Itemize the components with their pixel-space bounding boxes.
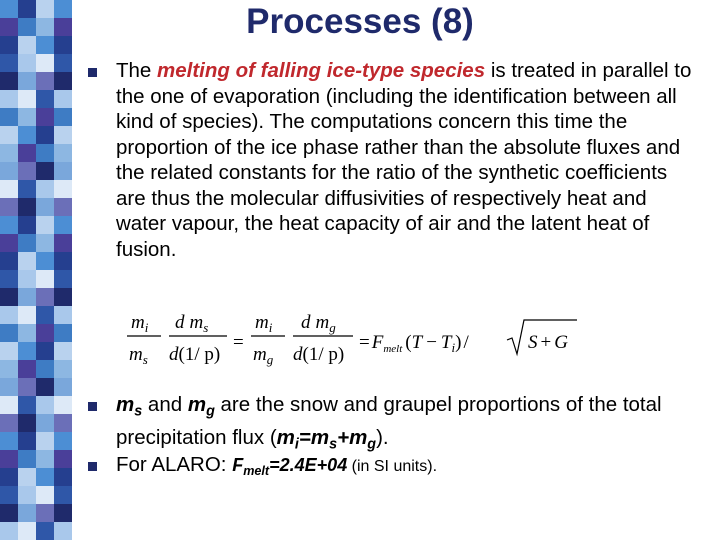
decor-square <box>54 522 72 540</box>
decor-square <box>18 306 36 324</box>
decor-square <box>36 270 54 288</box>
decor-square <box>18 198 36 216</box>
decor-square <box>36 198 54 216</box>
decor-square <box>18 504 36 522</box>
eq-m: m <box>189 312 204 333</box>
decor-square <box>54 126 72 144</box>
decor-square <box>0 306 18 324</box>
svg-text:mi <box>131 312 149 335</box>
decor-square <box>18 54 36 72</box>
decor-square <box>18 252 36 270</box>
decor-square <box>0 324 18 342</box>
decor-square <box>0 90 18 108</box>
decor-square <box>36 414 54 432</box>
decor-square <box>36 234 54 252</box>
eq-m: m <box>315 312 330 333</box>
decor-square <box>36 108 54 126</box>
decor-square <box>18 288 36 306</box>
eq-T: T <box>411 332 423 353</box>
eq-sub: s <box>142 352 148 367</box>
bullet-marker <box>88 402 97 411</box>
decor-square <box>0 270 18 288</box>
svg-text:S+G: S + G <box>528 332 568 353</box>
decor-square <box>54 234 72 252</box>
decor-square <box>0 522 18 540</box>
decor-square <box>36 180 54 198</box>
decor-square <box>18 270 36 288</box>
decor-square <box>0 216 18 234</box>
eq-d: d <box>169 344 179 365</box>
eq-melt: melt <box>383 343 403 355</box>
slide-title: Processes (8) <box>246 2 474 41</box>
decor-square <box>54 144 72 162</box>
decor-square <box>18 450 36 468</box>
svg-text:mi <box>255 312 273 335</box>
decor-square <box>18 324 36 342</box>
decor-square <box>36 54 54 72</box>
decor-square <box>18 234 36 252</box>
decor-square <box>0 180 18 198</box>
decor-square <box>54 450 72 468</box>
bullet-3-text: For ALARO: $F_{melt}=2.4E+04$ (in SI units). <box>116 453 438 478</box>
decor-square <box>18 522 36 540</box>
svg-text:dms <box>175 312 208 335</box>
decor-square <box>0 126 18 144</box>
decor-square <box>0 252 18 270</box>
decor-square <box>18 90 36 108</box>
decor-square <box>18 126 36 144</box>
eq-T: T <box>440 332 452 353</box>
decor-square <box>36 378 54 396</box>
decor-square <box>18 216 36 234</box>
svg-text:=Fmelt(T−Ti)/: = $F_{melt}$ $(T - T_i)$ / <box>359 332 469 355</box>
decor-square <box>18 144 36 162</box>
decor-square <box>18 468 36 486</box>
decor-square <box>54 90 72 108</box>
svg-text:d(1/ p): d(1/ p) <box>293 344 345 365</box>
decor-square <box>0 108 18 126</box>
decor-square <box>36 216 54 234</box>
decor-square <box>54 414 72 432</box>
decor-square <box>18 72 36 90</box>
decor-square <box>54 108 72 126</box>
decor-square <box>0 342 18 360</box>
decor-square <box>0 396 18 414</box>
eq-sub: i <box>451 340 456 355</box>
decor-square <box>0 234 18 252</box>
decor-square <box>18 342 36 360</box>
decor-square <box>54 378 72 396</box>
decor-square <box>36 432 54 450</box>
decor-square <box>0 198 18 216</box>
decor-square <box>54 342 72 360</box>
svg-text:d(1/ p): d(1/ p) <box>169 344 221 365</box>
eq-p: 1/ p <box>184 344 214 365</box>
decor-square <box>54 360 72 378</box>
decor-square <box>18 180 36 198</box>
bullet-marker <box>88 68 97 77</box>
decor-square <box>54 198 72 216</box>
decor-square <box>54 486 72 504</box>
decor-square <box>54 180 72 198</box>
eq-F: F <box>371 332 384 353</box>
decor-square <box>18 432 36 450</box>
decor-square <box>36 342 54 360</box>
decor-square <box>54 216 72 234</box>
bullet-1-after: is treated in parallel to the one of evaporation (including the identification between all kind of species). The computations concern this time the proportion of the ice phase rather than the absolute fluxes and the related constants for the ratio of the synthetic coefficients are thus the molecular diffusivities of respectively heat and water vapour, the heat capacity of air and the latent heat of fusion. <box>116 59 692 261</box>
decor-square <box>36 306 54 324</box>
eq-d: d <box>175 312 185 333</box>
bullet-1-highlight: melting of falling ice-type species <box>157 59 486 82</box>
decor-square <box>54 468 72 486</box>
decor-square <box>54 396 72 414</box>
decor-square <box>0 504 18 522</box>
decor-square <box>18 378 36 396</box>
decor-square <box>0 72 18 90</box>
eq-d: d <box>301 312 311 333</box>
decor-square <box>36 486 54 504</box>
decor-square <box>36 450 54 468</box>
decor-square <box>36 522 54 540</box>
decor-square <box>36 90 54 108</box>
bullet-marker <box>88 462 97 471</box>
decor-square <box>18 360 36 378</box>
decor-square <box>0 378 18 396</box>
eq-m: m <box>129 344 143 365</box>
eq-m: m <box>253 344 267 365</box>
decor-square <box>36 324 54 342</box>
svg-text:ms <box>129 344 148 367</box>
decor-square <box>36 252 54 270</box>
decor-square <box>18 162 36 180</box>
decor-square <box>36 396 54 414</box>
eq-sub: s <box>203 320 209 335</box>
decorative-squares-strip <box>0 0 72 540</box>
decor-square <box>0 54 18 72</box>
decor-square <box>36 126 54 144</box>
decor-square <box>0 486 18 504</box>
eq-m: m <box>131 312 145 333</box>
bullet-1-before: The <box>116 59 158 82</box>
decor-square <box>54 252 72 270</box>
decor-square <box>18 108 36 126</box>
decor-square <box>0 144 18 162</box>
decor-square <box>36 162 54 180</box>
decor-square <box>36 360 54 378</box>
decor-square <box>36 504 54 522</box>
decor-square <box>36 288 54 306</box>
eq-S: S <box>528 332 538 353</box>
decor-square <box>36 144 54 162</box>
eq-sub: g <box>329 320 336 335</box>
decor-square <box>0 432 18 450</box>
decor-square <box>0 288 18 306</box>
decor-square <box>54 324 72 342</box>
svg-text:dmg <box>301 312 336 335</box>
eq-d: d <box>293 344 303 365</box>
decor-square <box>0 468 18 486</box>
eq-p: 1/ p <box>308 344 338 365</box>
decor-square <box>54 504 72 522</box>
eq-sub: g <box>266 352 274 367</box>
decor-square <box>54 162 72 180</box>
decor-square <box>36 72 54 90</box>
decor-square <box>54 72 72 90</box>
decor-square <box>36 468 54 486</box>
bullet-1-text <box>116 58 701 262</box>
svg-text:mg <box>253 344 274 367</box>
decor-square <box>18 486 36 504</box>
eq-G: G <box>554 332 568 353</box>
decor-square <box>54 54 72 72</box>
decor-square <box>0 162 18 180</box>
decor-square <box>0 414 18 432</box>
eq-sub: i <box>144 320 149 335</box>
decor-square <box>54 270 72 288</box>
svg-text:=: = <box>233 332 244 353</box>
melt-equation <box>125 310 585 372</box>
bullet-2-text: $m_s$ and $m_g$ are the snow and graupel proportions of the total precipitation flux $(m_i=m_s+m_g)$. <box>116 393 662 453</box>
decor-square <box>0 360 18 378</box>
decor-square <box>0 450 18 468</box>
decor-square <box>54 288 72 306</box>
eq-m: m <box>255 312 269 333</box>
eq-sub: i <box>268 320 273 335</box>
decor-square <box>54 432 72 450</box>
decor-square <box>18 396 36 414</box>
decor-square <box>18 414 36 432</box>
decor-square <box>54 306 72 324</box>
